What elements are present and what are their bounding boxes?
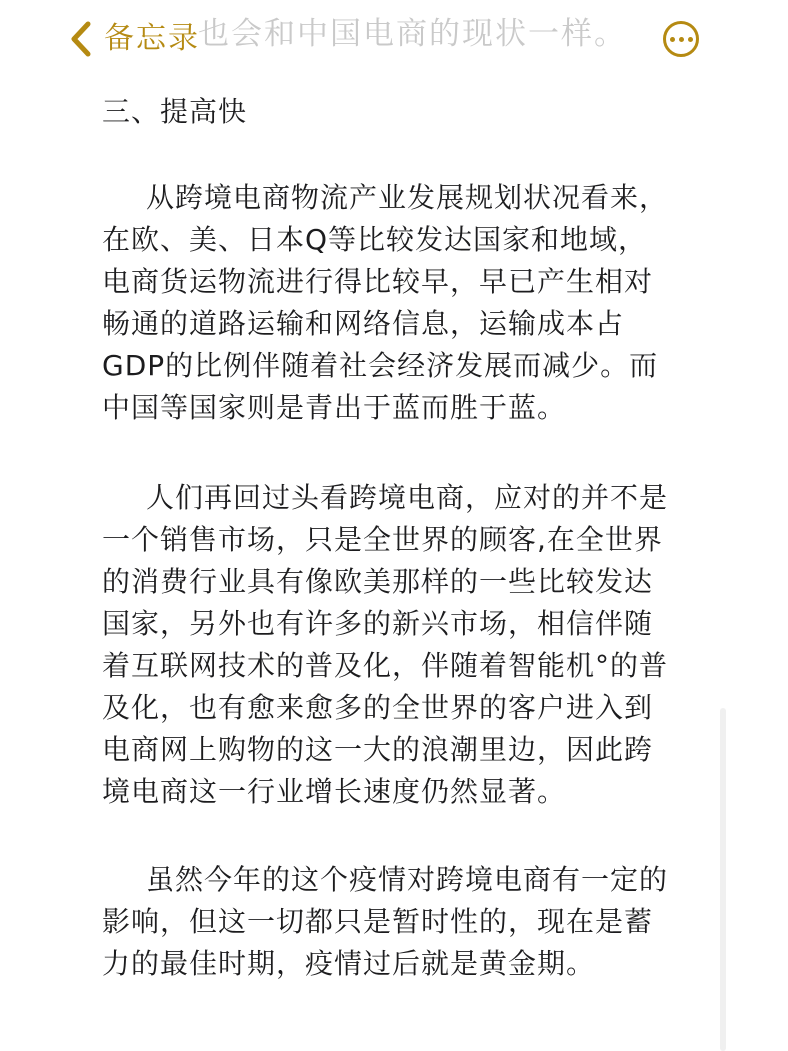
note-line: 着互联网技术的普及化，伴随着智能机°的普 — [102, 649, 669, 682]
scroll-indicator[interactable] — [720, 708, 726, 1051]
navigation-bar — [0, 0, 788, 80]
note-paragraph-3 — [102, 859, 702, 985]
note-line: 的消费行业具有像欧美那样的一些比较发达 — [102, 565, 654, 598]
note-line: 在欧、美、日本Q等比较发达国家和地域， — [102, 223, 648, 256]
note-line: 虽然今年的这个疫情对跨境电商有一定的 — [146, 863, 669, 896]
scrolled-text-behind-nav: 也会和中国电商的现状一样。 — [198, 16, 627, 52]
ellipsis-circle-icon — [670, 37, 675, 42]
chevron-left-icon — [66, 19, 96, 59]
note-heading: 三、提高快 — [102, 95, 248, 128]
note-line: 中国等国家则是青出于蓝而胜于蓝。 — [102, 391, 567, 424]
note-paragraph-1 — [102, 177, 702, 429]
note-line: 一个销售市场，只是全世界的顾客,在全世界 — [102, 523, 663, 556]
more-options-button[interactable] — [663, 21, 699, 57]
note-line: 电商网上购物的这一大的浪潮里边，因此跨 — [102, 733, 654, 766]
note-line: 电商货运物流进行得比较早，早已产生相对 — [102, 265, 654, 298]
note-line: 从跨境电商物流产业发展规划状况看来， — [146, 181, 669, 214]
note-line: GDP的比例伴随着社会经济发展而减少。而 — [102, 349, 659, 382]
note-line: 人们再回过头看跨境电商，应对的并不是 — [146, 481, 669, 514]
note-line: 力的最佳时期，疫情过后就是黄金期。 — [102, 947, 596, 980]
note-line: 境电商这一行业增长速度仍然显著。 — [102, 775, 567, 808]
note-line: 影响，但这一切都只是暂时性的，现在是蓄 — [102, 905, 654, 938]
back-button-label: 备忘录 — [104, 21, 200, 56]
note-paragraph-2 — [102, 477, 702, 813]
note-line: 及化，也有愈来愈多的全世界的客户进入到 — [102, 691, 654, 724]
note-body[interactable] — [102, 91, 702, 985]
note-line: 国家，另外也有许多的新兴市场，相信伴随 — [102, 607, 654, 640]
note-line: 畅通的道路运输和网络信息，运输成本占 — [102, 307, 625, 340]
back-button[interactable] — [66, 16, 200, 62]
